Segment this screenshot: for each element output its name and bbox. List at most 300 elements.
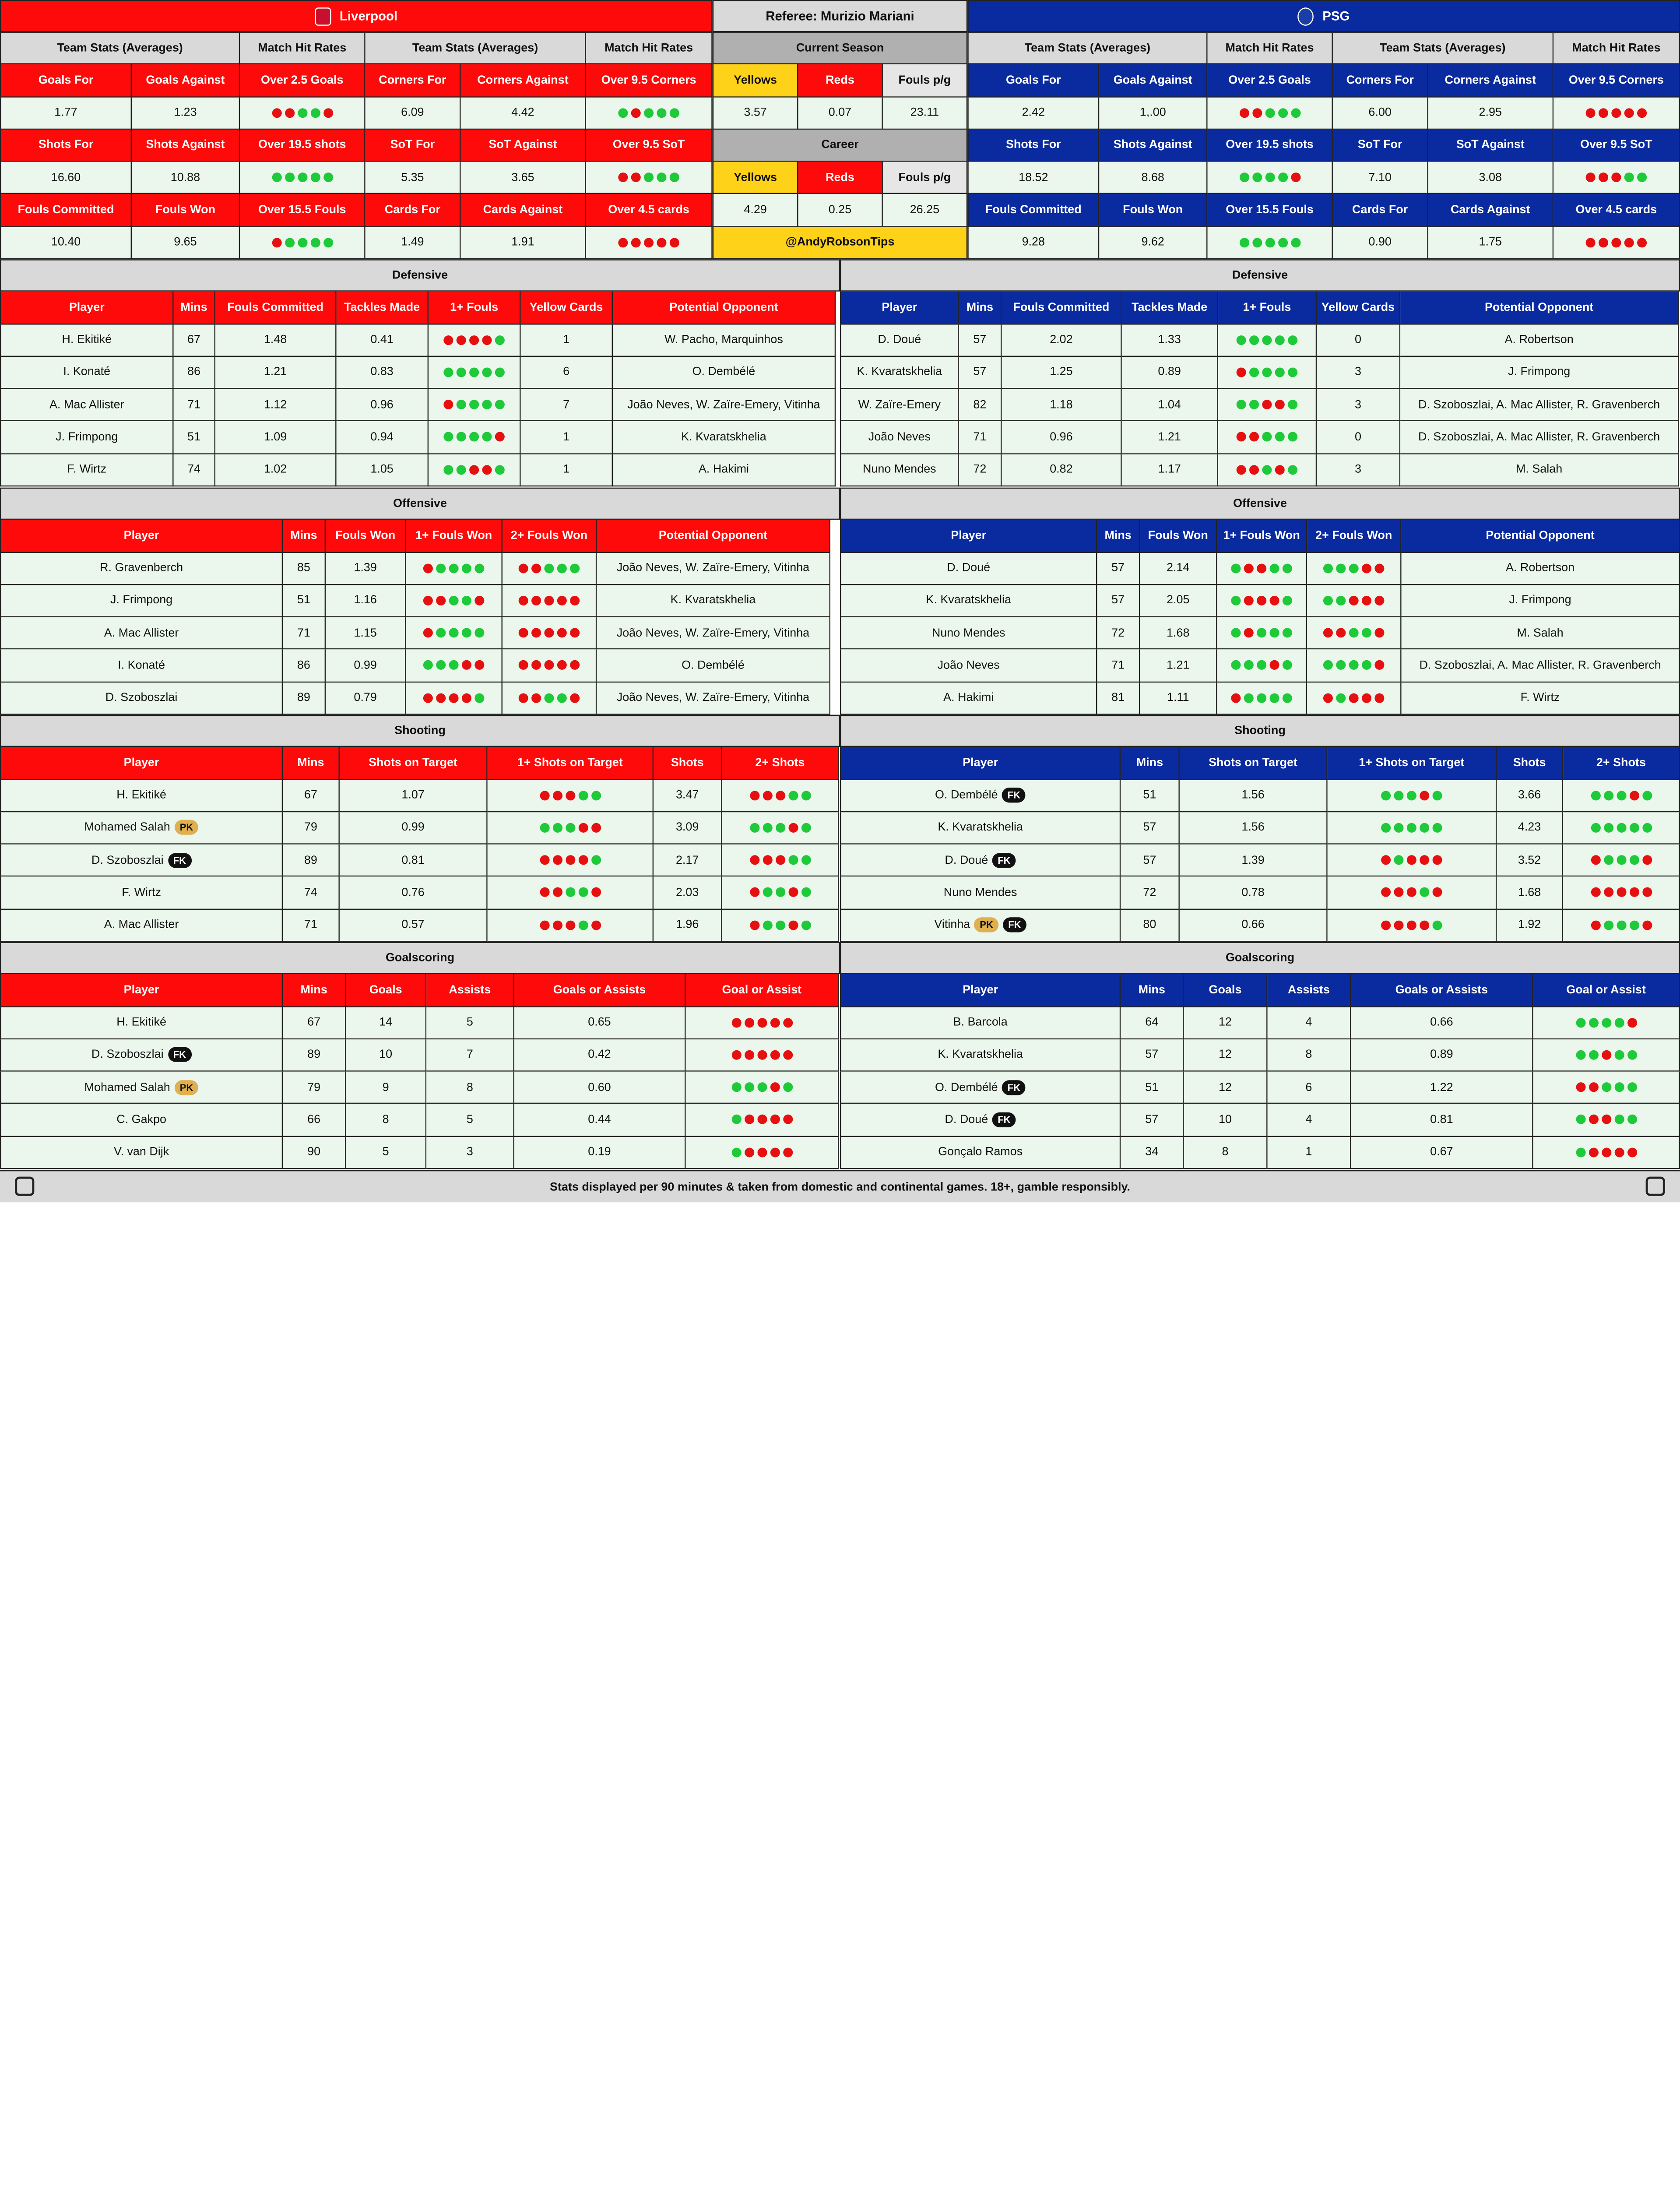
table-cell xyxy=(722,845,839,877)
red-dot-icon xyxy=(565,790,575,800)
red-dot-icon xyxy=(1244,563,1254,573)
stat-label: Shots Against xyxy=(132,130,240,162)
green-dot-icon xyxy=(544,693,554,703)
column-header: Assists xyxy=(426,975,514,1007)
red-dot-icon xyxy=(670,237,679,247)
table-cell: 0.82 xyxy=(1002,454,1122,486)
red-dot-icon xyxy=(749,888,759,897)
green-dot-icon xyxy=(1627,1082,1637,1092)
referee-stat-value: 4.29 xyxy=(713,194,798,227)
table-cell: 5 xyxy=(426,1007,514,1039)
table-cell: 4 xyxy=(1268,1104,1351,1137)
green-dot-icon xyxy=(1627,1115,1637,1125)
red-dot-icon xyxy=(788,920,798,930)
liverpool-title: Liverpool xyxy=(339,8,398,24)
stat-label: Shots For xyxy=(0,130,132,162)
table-cell: 72 xyxy=(959,454,1002,486)
column-header: Mins xyxy=(1097,520,1140,553)
fk-badge: FK xyxy=(992,852,1016,867)
hit-rate-dots xyxy=(443,400,505,409)
green-dot-icon xyxy=(1637,172,1647,182)
table-cell: 89 xyxy=(283,682,326,714)
red-dot-icon xyxy=(757,1147,766,1157)
player-name: D. Doué xyxy=(840,553,1097,585)
table-cell: 1.25 xyxy=(1002,356,1122,389)
table-cell: 8 xyxy=(346,1104,427,1137)
table-cell: 0.81 xyxy=(340,845,488,877)
referee-stat-value: 0.07 xyxy=(798,97,883,130)
table-cell xyxy=(1218,324,1317,356)
table-cell: 1.11 xyxy=(1140,682,1217,714)
hit-rate-dots xyxy=(519,693,580,703)
pk-badge: PK xyxy=(174,1080,198,1094)
player-name: D. Szoboszlai xyxy=(0,682,283,714)
red-dot-icon xyxy=(570,596,580,605)
red-dot-icon xyxy=(1599,237,1608,247)
hit-rate-dots xyxy=(1575,1147,1637,1157)
green-dot-icon xyxy=(1239,172,1249,182)
stat-label: Over 4.5 cards xyxy=(586,194,713,227)
red-dot-icon xyxy=(1599,108,1608,117)
referee-label-row xyxy=(713,64,968,97)
red-dot-icon xyxy=(1270,596,1279,605)
table-cell: 12 xyxy=(1184,1039,1268,1072)
stat-value: 1.49 xyxy=(366,227,461,259)
table-cell: F. Wirtz xyxy=(1402,682,1680,714)
table-row xyxy=(0,845,840,877)
table-cell: 0.57 xyxy=(340,909,488,942)
green-dot-icon xyxy=(323,237,333,247)
pk-badge: PK xyxy=(974,918,998,933)
green-dot-icon xyxy=(469,400,479,409)
liverpool-header xyxy=(0,0,713,32)
table-row xyxy=(840,324,1680,356)
table-row xyxy=(840,780,1680,812)
player-name xyxy=(840,909,1121,942)
table-cell: 1 xyxy=(521,324,613,356)
column-header-row xyxy=(840,520,1680,553)
player-name xyxy=(0,877,283,909)
referee-career-row xyxy=(713,194,968,227)
green-dot-icon xyxy=(1283,628,1292,638)
green-dot-icon xyxy=(1244,661,1254,670)
hit-rate-dots xyxy=(618,237,679,247)
hit-rate-dots xyxy=(1591,888,1652,897)
green-dot-icon xyxy=(457,465,466,474)
green-dot-icon xyxy=(1270,563,1279,573)
liverpool-crest-icon xyxy=(315,7,331,25)
stat-value xyxy=(1553,97,1680,130)
red-dot-icon xyxy=(495,432,505,442)
red-dot-icon xyxy=(539,790,549,800)
green-dot-icon xyxy=(462,563,471,573)
hit-rates-label: Match Hit Rates xyxy=(240,32,365,64)
table-cell: 72 xyxy=(1097,617,1140,650)
table-cell: 1.17 xyxy=(1122,454,1218,486)
hit-rate-dots xyxy=(519,628,580,638)
table-cell xyxy=(488,877,654,909)
green-dot-icon xyxy=(449,563,459,573)
red-dot-icon xyxy=(474,661,484,670)
table-row xyxy=(840,845,1680,877)
red-dot-icon xyxy=(531,596,541,605)
player-name xyxy=(0,909,283,942)
table-cell: 1.68 xyxy=(1140,617,1217,650)
green-dot-icon xyxy=(801,920,811,930)
red-dot-icon xyxy=(1629,790,1639,800)
green-dot-icon xyxy=(731,1115,741,1125)
psg-title: PSG xyxy=(1322,8,1350,24)
green-dot-icon xyxy=(1362,628,1371,638)
green-dot-icon xyxy=(1257,661,1266,670)
green-dot-icon xyxy=(1249,400,1259,409)
table-cell: 8 xyxy=(1268,1039,1351,1072)
green-dot-icon xyxy=(1239,237,1249,247)
hit-rate-dots xyxy=(731,1050,793,1059)
green-dot-icon xyxy=(297,108,307,117)
red-dot-icon xyxy=(1611,172,1621,182)
green-dot-icon xyxy=(1420,823,1429,833)
table-cell xyxy=(406,650,503,682)
red-dot-icon xyxy=(531,661,541,670)
psg-crest-icon xyxy=(1298,7,1314,25)
player-name-text: D. Szoboszlai xyxy=(91,853,164,867)
hit-rate-dots xyxy=(519,596,580,605)
table-row xyxy=(0,1104,840,1137)
table-cell: M. Salah xyxy=(1400,454,1679,486)
column-header: Player xyxy=(840,520,1097,553)
career-row xyxy=(713,130,968,162)
player-name xyxy=(0,780,283,812)
section-title: Shooting xyxy=(0,715,840,747)
hit-rate-dots xyxy=(539,790,601,800)
player-name xyxy=(0,1039,283,1072)
green-dot-icon xyxy=(1614,1017,1624,1027)
green-dot-icon xyxy=(495,465,505,474)
table-cell: 0.76 xyxy=(340,877,488,909)
stat-label: Fouls Won xyxy=(1099,194,1207,227)
player-name xyxy=(840,1007,1121,1039)
table-row xyxy=(0,1007,840,1039)
fk-badge: FK xyxy=(168,1047,191,1062)
red-dot-icon xyxy=(285,108,294,117)
green-dot-icon xyxy=(1257,628,1266,638)
hit-rate-dots xyxy=(1231,628,1292,638)
hit-rate-dots xyxy=(1575,1017,1637,1027)
table-cell: 1.68 xyxy=(1497,877,1563,909)
table-cell: 57 xyxy=(959,324,1002,356)
green-dot-icon xyxy=(763,920,772,930)
player-name-text: K. Kvaratskhelia xyxy=(938,821,1023,834)
column-header: Mins xyxy=(283,747,340,780)
green-dot-icon xyxy=(1614,1115,1624,1125)
stat-label: Fouls Committed xyxy=(967,194,1099,227)
green-dot-icon xyxy=(1270,628,1279,638)
red-dot-icon xyxy=(423,693,433,703)
table-cell: M. Salah xyxy=(1402,617,1680,650)
green-dot-icon xyxy=(1252,172,1262,182)
table-cell: 0.66 xyxy=(1351,1007,1533,1039)
column-header: Mins xyxy=(1121,975,1184,1007)
hit-rate-dots xyxy=(749,790,811,800)
red-dot-icon xyxy=(749,855,759,865)
hit-rate-dots xyxy=(1586,237,1647,247)
green-dot-icon xyxy=(1601,1082,1611,1092)
green-dot-icon xyxy=(657,172,666,182)
green-dot-icon xyxy=(1433,790,1442,800)
player-name-text: F. Wirtz xyxy=(122,886,161,899)
stat-label: Cards Against xyxy=(461,194,586,227)
table-cell xyxy=(1217,682,1307,714)
table-cell xyxy=(429,454,521,486)
stat-value: 1,.00 xyxy=(1099,97,1207,130)
table-cell: 67 xyxy=(174,324,215,356)
red-dot-icon xyxy=(1589,1115,1598,1125)
green-dot-icon xyxy=(482,400,492,409)
hit-rate-dots xyxy=(539,855,601,865)
table-cell: 74 xyxy=(283,877,340,909)
hit-rate-dots xyxy=(1231,693,1292,703)
green-dot-icon xyxy=(788,790,798,800)
section-table xyxy=(840,942,1680,1169)
table-cell: 1.16 xyxy=(326,585,406,617)
hit-rate-dots xyxy=(1586,172,1647,182)
table-cell: 0.42 xyxy=(514,1039,686,1072)
green-dot-icon xyxy=(1231,661,1241,670)
column-header: Shots xyxy=(654,747,722,780)
red-dot-icon xyxy=(570,693,580,703)
red-dot-icon xyxy=(449,693,459,703)
red-dot-icon xyxy=(436,596,446,605)
green-dot-icon xyxy=(1394,855,1403,865)
table-cell: 5 xyxy=(346,1137,427,1169)
table-cell xyxy=(722,877,839,909)
hit-rate-dots xyxy=(618,172,679,182)
referee-stat-label: Reds xyxy=(798,162,883,194)
table-cell xyxy=(1328,812,1497,845)
green-dot-icon xyxy=(462,628,471,638)
red-dot-icon xyxy=(1249,432,1259,442)
hit-rate-dots xyxy=(749,920,811,930)
handle-row xyxy=(713,227,968,259)
green-dot-icon xyxy=(1283,563,1292,573)
current-season-row xyxy=(713,32,968,64)
hit-rate-dots xyxy=(423,628,485,638)
player-name: Nuno Mendes xyxy=(840,454,959,486)
table-cell: O. Dembélé xyxy=(613,356,836,389)
table-cell: 1.96 xyxy=(654,909,722,942)
column-header: Mins xyxy=(283,975,346,1007)
column-header: Shots xyxy=(1497,747,1563,780)
table-cell: 0.96 xyxy=(337,389,429,422)
green-dot-icon xyxy=(1278,172,1287,182)
stat-value xyxy=(1208,162,1333,194)
player-name-text: O. Dembélé xyxy=(935,788,998,802)
stat-value: 2.95 xyxy=(1428,97,1553,130)
green-dot-icon xyxy=(1249,367,1259,377)
stat-value: 8.68 xyxy=(1099,162,1207,194)
player-name-text: Nuno Mendes xyxy=(943,886,1017,899)
table-cell: 71 xyxy=(174,389,215,422)
stat-value xyxy=(586,97,713,130)
table-cell xyxy=(686,1137,839,1169)
table-row xyxy=(0,585,840,617)
table-cell xyxy=(1533,1137,1680,1169)
red-dot-icon xyxy=(770,1082,780,1092)
table-cell: 79 xyxy=(283,1072,346,1104)
table-cell: 1.56 xyxy=(1180,812,1328,845)
stat-label: Corners Against xyxy=(1428,64,1553,97)
red-dot-icon xyxy=(1624,108,1634,117)
hit-rate-dots xyxy=(539,823,601,833)
green-dot-icon xyxy=(591,790,601,800)
hit-rate-dots xyxy=(1591,823,1652,833)
red-dot-icon xyxy=(1601,1050,1611,1059)
stat-value: 6.00 xyxy=(1333,97,1428,130)
red-dot-icon xyxy=(423,628,433,638)
hit-rate-dots xyxy=(423,661,485,670)
hit-rate-dots xyxy=(1381,888,1442,897)
column-header: 2+ Fouls Won xyxy=(503,520,597,553)
column-header: 1+ Shots on Target xyxy=(488,747,654,780)
hit-rate-dots xyxy=(1575,1115,1637,1125)
hit-rate-dots xyxy=(1237,432,1298,442)
player-name: João Neves xyxy=(840,422,959,454)
green-dot-icon xyxy=(1283,693,1292,703)
green-dot-icon xyxy=(297,172,307,182)
hit-rate-dots xyxy=(271,172,333,182)
green-dot-icon xyxy=(449,628,459,638)
table-cell: 57 xyxy=(1097,553,1140,585)
green-dot-icon xyxy=(618,108,628,117)
player-name: F. Wirtz xyxy=(0,454,174,486)
red-dot-icon xyxy=(1642,855,1652,865)
green-dot-icon xyxy=(657,108,666,117)
green-dot-icon xyxy=(495,400,505,409)
red-dot-icon xyxy=(557,628,567,638)
table-cell xyxy=(1307,553,1401,585)
red-dot-icon xyxy=(1420,790,1429,800)
stat-label: Goals For xyxy=(0,64,132,97)
column-header: 1+ Fouls Won xyxy=(406,520,503,553)
stat-label: Corners Against xyxy=(461,64,586,97)
red-dot-icon xyxy=(591,920,601,930)
red-dot-icon xyxy=(1374,628,1384,638)
red-dot-icon xyxy=(1599,172,1608,182)
green-dot-icon xyxy=(591,855,601,865)
red-dot-icon xyxy=(1374,563,1384,573)
hit-rate-dots xyxy=(443,432,505,442)
table-cell: 57 xyxy=(1097,585,1140,617)
green-dot-icon xyxy=(1275,432,1285,442)
table-cell xyxy=(406,682,503,714)
red-dot-icon xyxy=(1237,432,1246,442)
green-dot-icon xyxy=(495,367,505,377)
hit-rate-dots xyxy=(1239,172,1300,182)
table-cell xyxy=(686,1007,839,1039)
column-header: Mins xyxy=(283,520,326,553)
red-dot-icon xyxy=(1433,855,1442,865)
red-dot-icon xyxy=(744,1017,754,1027)
table-cell: K. Kvaratskhelia xyxy=(597,585,830,617)
green-dot-icon xyxy=(495,335,505,345)
stat-label: Shots For xyxy=(967,130,1099,162)
red-dot-icon xyxy=(531,563,541,573)
red-dot-icon xyxy=(557,661,567,670)
column-header-row xyxy=(0,975,840,1007)
red-dot-icon xyxy=(1270,661,1279,670)
hit-rate-dots xyxy=(423,693,485,703)
green-dot-icon xyxy=(1237,400,1246,409)
stat-value: 7.10 xyxy=(1333,162,1428,194)
stat-value xyxy=(240,162,365,194)
table-cell: 1.22 xyxy=(1351,1072,1533,1104)
table-cell: K. Kvaratskhelia xyxy=(613,422,836,454)
red-dot-icon xyxy=(519,693,528,703)
stat-value: 5.35 xyxy=(366,162,461,194)
green-dot-icon xyxy=(1591,790,1600,800)
green-dot-icon xyxy=(644,172,654,182)
table-row xyxy=(840,585,1680,617)
green-dot-icon xyxy=(1394,823,1403,833)
green-dot-icon xyxy=(557,693,567,703)
green-dot-icon xyxy=(1249,335,1259,345)
red-dot-icon xyxy=(1433,888,1442,897)
red-dot-icon xyxy=(1231,693,1241,703)
green-dot-icon xyxy=(1336,596,1346,605)
column-header-row xyxy=(0,520,840,553)
green-dot-icon xyxy=(1323,563,1333,573)
green-dot-icon xyxy=(1349,563,1359,573)
red-dot-icon xyxy=(1591,855,1600,865)
table-cell: 66 xyxy=(283,1104,346,1137)
table-cell: 1.05 xyxy=(337,454,429,486)
hit-rate-dots xyxy=(1323,693,1385,703)
table-cell: 51 xyxy=(174,422,215,454)
table-cell: João Neves, W. Zaïre-Emery, Vitinha xyxy=(597,553,830,585)
red-dot-icon xyxy=(749,920,759,930)
green-dot-icon xyxy=(731,1082,741,1092)
section-title-row xyxy=(840,942,1680,975)
red-dot-icon xyxy=(1589,1147,1598,1157)
referee-stats xyxy=(713,32,968,259)
column-header: Goals or Assists xyxy=(514,975,686,1007)
hit-rate-dots xyxy=(519,563,580,573)
red-dot-icon xyxy=(578,823,588,833)
green-dot-icon xyxy=(482,432,492,442)
green-dot-icon xyxy=(1603,823,1613,833)
green-dot-icon xyxy=(1575,1017,1585,1027)
stat-value: 1.75 xyxy=(1428,227,1553,259)
table-row xyxy=(0,454,840,486)
table-cell: A. Robertson xyxy=(1400,324,1679,356)
column-header: Yellow Cards xyxy=(521,292,613,324)
hit-rate-dots xyxy=(423,596,485,605)
red-dot-icon xyxy=(1394,920,1403,930)
column-header: 2+ Shots xyxy=(722,747,839,780)
table-cell: 12 xyxy=(1184,1072,1268,1104)
section-table xyxy=(840,488,1680,714)
table-cell: 2.02 xyxy=(1002,324,1122,356)
team-stats-value-row xyxy=(967,227,1680,259)
green-dot-icon xyxy=(285,172,294,182)
table-cell: 80 xyxy=(1121,909,1180,942)
red-dot-icon xyxy=(1420,920,1429,930)
column-header: Player xyxy=(840,747,1121,780)
green-dot-icon xyxy=(783,1082,792,1092)
red-dot-icon xyxy=(565,855,575,865)
table-cell: 86 xyxy=(283,650,326,682)
